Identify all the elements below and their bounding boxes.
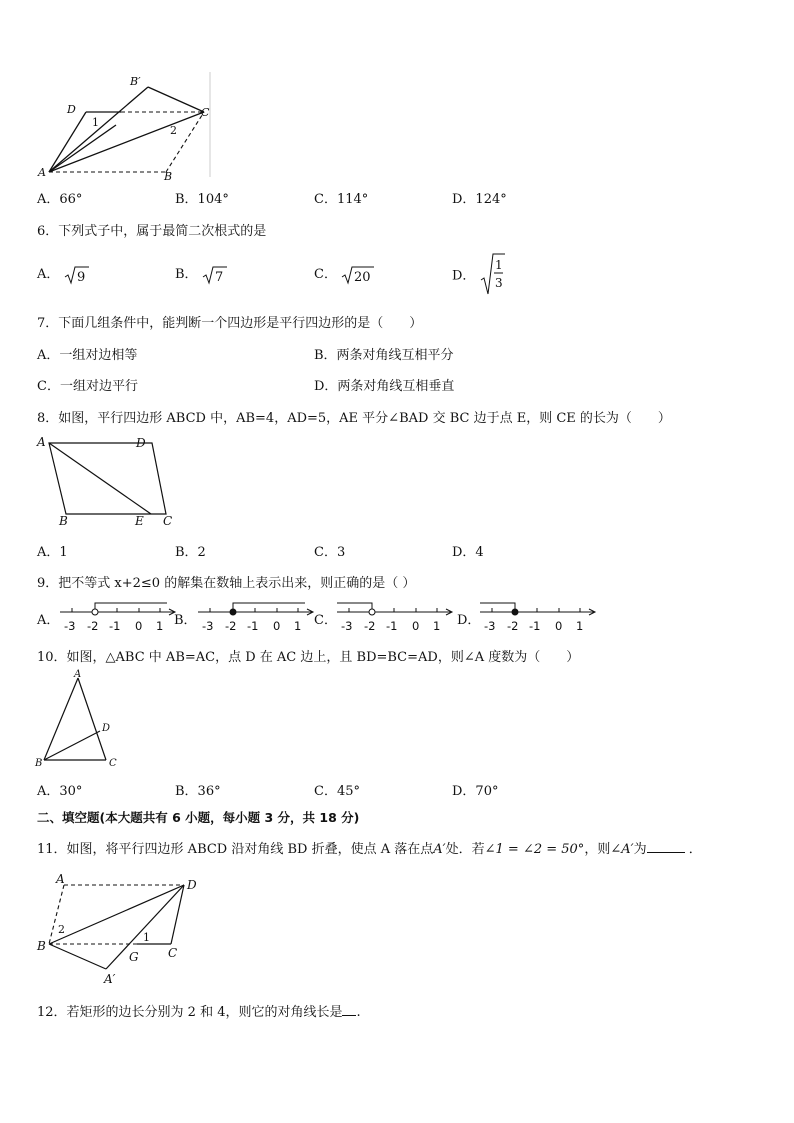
q9-d-tick-1: -2 <box>507 619 519 633</box>
q9-numberline-a[interactable] <box>56 598 181 634</box>
q5-label-Bprime: B′ <box>130 75 141 88</box>
q10-option-c[interactable]: C．45° <box>314 784 360 799</box>
q11-condition: ∠1 = ∠2 = 50° <box>484 842 585 857</box>
q11-stem-c: ，则 <box>584 842 611 857</box>
q5-figure <box>36 72 216 182</box>
q8-figure <box>36 432 186 532</box>
q9-d-tick-4: 1 <box>576 619 584 633</box>
q10-label-B: B <box>35 758 43 769</box>
q9-d-tick-2: -1 <box>529 619 541 633</box>
q6-frac-den: 3 <box>494 276 503 290</box>
q9-b-tick-3: 0 <box>273 619 281 633</box>
q9-b-tick-1: -2 <box>225 619 237 633</box>
q6-option-b-letter: B． <box>175 267 198 282</box>
q8-option-a[interactable]: A．1 <box>37 545 68 560</box>
q8-stem: 8．如图，平行四边形 ABCD 中，AB=4，AD=5，AE 平分∠BAD 交 BC 边于点 E，则 CE 的长为（ ） <box>37 411 671 426</box>
q7-option-c[interactable]: C．一组对边平行 <box>37 379 138 394</box>
q11-stem-end: ． <box>688 842 702 857</box>
q5-option-c[interactable]: C．114° <box>314 192 369 207</box>
q11-label-Aprime: A′ <box>104 972 116 986</box>
q5-angle-2: 2 <box>170 124 177 137</box>
q11-angle-2: 2 <box>58 923 65 936</box>
q5-label-B: B <box>164 170 173 182</box>
q11-stem-d: 为 <box>633 842 647 857</box>
q9-c-tick-0: -3 <box>341 619 353 633</box>
q10-label-A: A <box>74 669 82 680</box>
q5-angle-1: 1 <box>92 116 99 129</box>
q5-label-C: C <box>201 106 210 119</box>
q6-radicand-c: 20 <box>354 269 371 285</box>
q9-stem: 9．把不等式 x+2≤0 的解集在数轴上表示出来，则正确的是（ ） <box>37 576 416 591</box>
q10-option-b[interactable]: B．36° <box>175 784 221 799</box>
q6-option-c[interactable] <box>314 263 375 285</box>
q5-option-a[interactable]: A．66° <box>37 192 83 207</box>
q11-figure <box>34 868 209 988</box>
q6-radical-b <box>202 265 228 285</box>
q9-b-tick-0: -3 <box>202 619 214 633</box>
q10-option-a[interactable]: A．30° <box>37 784 83 799</box>
q8-label-C: C <box>163 514 173 528</box>
q9-option-b-letter[interactable]: B． <box>174 613 197 628</box>
q10-stem: 10．如图，△ABC 中 AB=AC，点 D 在 AC 边上，且 BD=BC=AD，则∠A 度数为（ ） <box>37 650 580 665</box>
q8-label-A: A <box>37 435 46 449</box>
q11-angle-1: 1 <box>143 931 150 944</box>
section-title: 二、填空题(本大题共有 6 小题，每小题 3 分，共 18 分) <box>37 810 360 825</box>
q9-numberline-c[interactable] <box>333 598 458 634</box>
q9-c-tick-4: 1 <box>433 619 441 633</box>
q9-numberline-b[interactable] <box>194 598 319 634</box>
q9-a-tick-1: -2 <box>87 619 99 633</box>
q11-stem-b: 处．若 <box>445 842 485 857</box>
q6-radicand-a: 9 <box>76 269 85 285</box>
q10-figure <box>34 668 124 770</box>
q8-label-D: D <box>136 436 146 450</box>
q6-radical-a <box>64 265 90 285</box>
q8-option-b[interactable]: B．2 <box>175 545 206 560</box>
q6-stem: 6．下列式子中，属于最简二次根式的是 <box>37 224 267 239</box>
q11-angle: ∠A′ <box>610 842 634 857</box>
q5-label-A: A <box>38 166 46 179</box>
q7-option-d[interactable]: D．两条对角线互相垂直 <box>314 379 455 394</box>
q6-option-a-letter: A． <box>37 267 60 282</box>
q8-label-E: E <box>135 514 144 528</box>
q6-option-a[interactable] <box>37 263 90 285</box>
q9-b-tick-4: 1 <box>294 619 302 633</box>
q12-answer-blank[interactable] <box>342 1003 356 1016</box>
q8-option-d[interactable]: D．4 <box>452 545 484 560</box>
q9-c-tick-2: -1 <box>386 619 398 633</box>
q6-option-d[interactable] <box>452 252 506 296</box>
q9-a-tick-0: -3 <box>64 619 76 633</box>
q9-d-tick-3: 0 <box>555 619 563 633</box>
q9-option-d-letter[interactable]: D． <box>457 613 481 628</box>
q11-aprime: A′ <box>433 842 446 857</box>
q10-label-D: D <box>102 723 111 734</box>
q11-label-A: A <box>56 872 65 886</box>
q11-answer-blank[interactable] <box>647 840 685 853</box>
q11-label-C: C <box>168 946 178 960</box>
q6-option-c-letter: C． <box>314 267 337 282</box>
q6-frac-num: 1 <box>494 258 503 272</box>
q8-label-B: B <box>59 514 68 528</box>
q9-option-c-letter[interactable]: C． <box>314 613 337 628</box>
q7-option-a[interactable]: A．一组对边相等 <box>37 348 138 363</box>
q11-label-B: B <box>37 939 46 953</box>
q9-numberline-d[interactable] <box>476 598 601 634</box>
q9-a-tick-4: 1 <box>156 619 164 633</box>
q11-label-D: D <box>187 878 197 892</box>
q11-stem <box>37 838 702 857</box>
q9-c-tick-3: 0 <box>412 619 420 633</box>
q12-stem <box>37 1001 361 1020</box>
q9-b-tick-2: -1 <box>247 619 259 633</box>
q12-stem-end: . <box>356 1005 361 1020</box>
q10-option-d[interactable]: D．70° <box>452 784 499 799</box>
q6-option-b[interactable] <box>175 263 228 285</box>
q10-label-C: C <box>109 758 117 769</box>
q6-radical-d <box>480 252 506 296</box>
q6-radicand-b: 7 <box>214 269 223 285</box>
q5-label-D: D <box>67 103 76 116</box>
q6-radical-c <box>341 265 375 285</box>
q7-option-b[interactable]: B．两条对角线互相平分 <box>314 348 454 363</box>
q7-stem: 7．下面几组条件中，能判断一个四边形是平行四边形的是（ ） <box>37 316 423 331</box>
q12-stem-text: 12．若矩形的边长分别为 2 和 4，则它的对角线长是 <box>37 1005 343 1020</box>
q8-option-c[interactable]: C．3 <box>314 545 346 560</box>
q6-option-d-letter: D． <box>452 268 476 284</box>
q11-label-G: G <box>129 950 139 964</box>
q9-option-a-letter[interactable]: A． <box>37 613 60 628</box>
q5-option-d[interactable]: D．124° <box>452 192 507 207</box>
q9-c-tick-1: -2 <box>364 619 376 633</box>
q11-stem-a: 11．如图，将平行四边形 ABCD 沿对角线 BD 折叠，使点 A 落在点 <box>37 842 434 857</box>
q9-a-tick-3: 0 <box>135 619 143 633</box>
q9-d-tick-0: -3 <box>484 619 496 633</box>
q9-a-tick-2: -1 <box>109 619 121 633</box>
q5-option-b[interactable]: B．104° <box>175 192 229 207</box>
